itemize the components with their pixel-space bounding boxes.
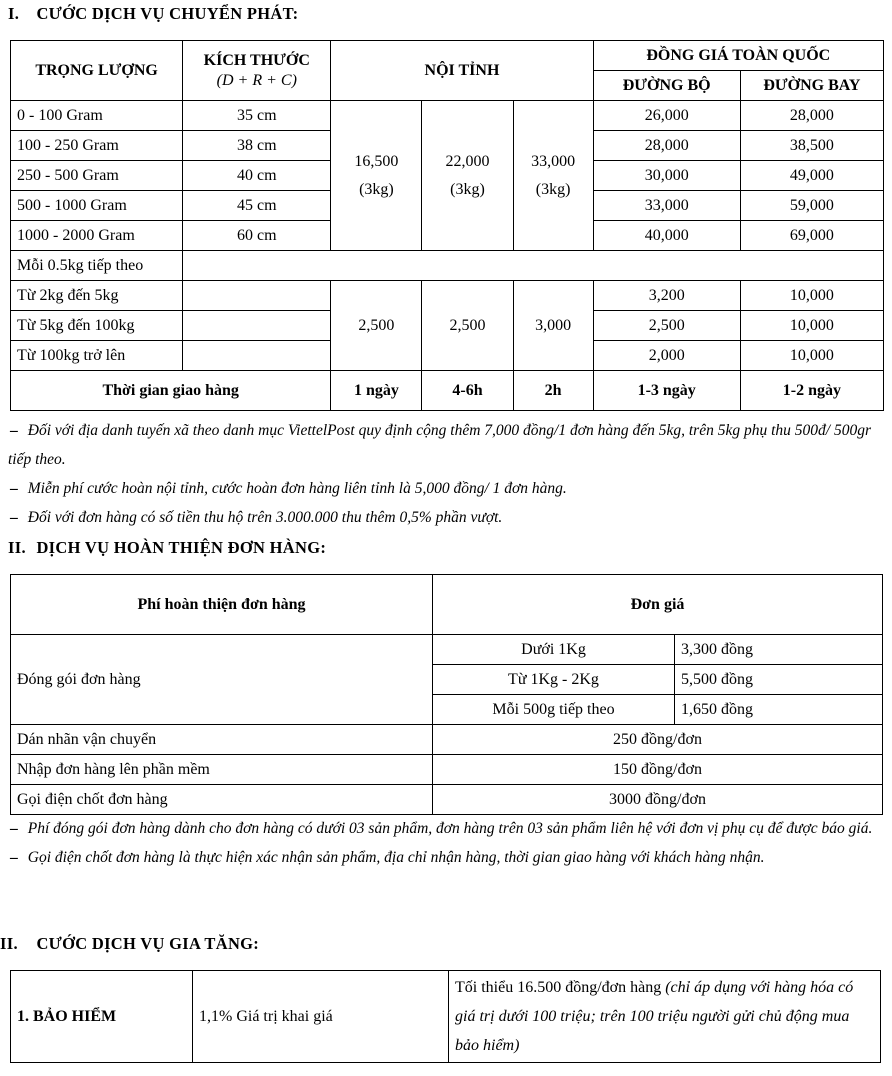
insurance-rate: 1,1% Giá trị khai giá [193,971,449,1063]
weight-cell: Từ 100kg trở lên [11,341,183,371]
section-2-heading [8,538,326,558]
intra-extra-cell: 2,500 [331,281,422,371]
air-price-cell: 10,000 [740,311,883,341]
note-text: Phí đóng gói đơn hàng dành cho đơn hàng có dưới 03 sản phẩm, đơn hàng trên 03 sản phẩm liên hệ với đơn vị phụ cụ để được báo giá. [27,820,873,837]
intra-base-cell [513,101,593,251]
note-dash: – [10,480,18,497]
weight-cell: 1000 - 2000 Gram [11,221,183,251]
air-price-cell: 59,000 [740,191,883,221]
header-size [183,41,331,101]
shipping-rate-table [10,40,884,411]
service-price: 3000 đồng/đơn [433,785,883,815]
air-price-cell: 28,000 [740,101,883,131]
size-cell: 45 cm [183,191,331,221]
intra-base-limit: (3kg) [535,180,571,198]
air-price-cell: 10,000 [740,341,883,371]
header-weight: TRỌNG LƯỢNG [11,41,183,101]
packing-range: Dưới 1Kg [433,635,675,665]
delivery-time-row [11,371,884,411]
packing-range: Từ 1Kg - 2Kg [433,665,675,695]
weight-cell: 500 - 1000 Gram [11,191,183,221]
table-row [11,635,883,665]
size-cell-empty [183,311,331,341]
road-price-cell: 3,200 [593,281,740,311]
note-text: Miễn phí cước hoàn nội tỉnh, cước hoàn đơn hàng liên tỉnh là 5,000 đồng/ 1 đơn hàng. [27,480,567,497]
header-size-label: KÍCH THƯỚC [203,51,310,69]
road-price-cell: 26,000 [593,101,740,131]
size-cell: 60 cm [183,221,331,251]
table-row [11,725,883,755]
packing-price: 5,500 đồng [675,665,883,695]
section-1-title: CƯỚC DỊCH VỤ CHUYỂN PHÁT: [36,4,299,23]
section-3-heading [0,934,259,954]
note-text: Đối với địa danh tuyến xã theo danh mục ViettelPost quy định cộng thêm 7,000 đồng/1 đơn hàng đến 5kg, trên 5kg phụ thu 500đ/ 500gr tiếp theo. [8,422,871,468]
intra-base-price: 33,000 [531,152,576,170]
intra-base-cell [422,101,513,251]
insurance-minimum: Tối thiểu 16.500 đồng/đơn hàng [455,979,662,996]
note-dash: – [10,509,18,526]
road-price-cell: 2,000 [593,341,740,371]
note-text: Gọi điện chốt đơn hàng là thực hiện xác nhận sản phẩm, địa chỉ nhận hàng, thời gian giao hàng với khách hàng nhận. [27,849,765,866]
insurance-condition: (chỉ áp dụng với hàng hóa có giá trị dưới 100 triệu; trên 100 triệu người gửi chủ động mua bảo hiểm) [455,979,854,1054]
packing-price: 3,300 đồng [675,635,883,665]
note-item [8,503,880,532]
road-price-cell: 40,000 [593,221,740,251]
table-row [11,755,883,785]
note-item [8,843,880,872]
service-label: Gọi điện chốt đơn hàng [11,785,433,815]
intra-extra-cell: 2,500 [422,281,513,371]
packing-price: 1,650 đồng [675,695,883,725]
size-cell-empty [183,281,331,311]
service-price: 150 đồng/đơn [433,755,883,785]
delivery-time-intra: 1 ngày [331,371,422,411]
size-cell-empty [183,341,331,371]
weight-cell: 100 - 250 Gram [11,131,183,161]
intra-base-limit: (3kg) [359,180,394,198]
air-price-cell: 10,000 [740,281,883,311]
delivery-time-air: 1-2 ngày [740,371,883,411]
section-2-number: II. [8,538,26,557]
header-road: ĐƯỜNG BỘ [593,71,740,101]
size-cell: 38 cm [183,131,331,161]
table-row [11,971,881,1063]
intra-base-price: 16,500 [354,152,399,170]
weight-cell: Từ 5kg đến 100kg [11,311,183,341]
weight-cell: 0 - 100 Gram [11,101,183,131]
road-price-cell: 30,000 [593,161,740,191]
service-label: Nhập đơn hàng lên phần mềm [11,755,433,785]
section-1-number: I. [8,4,20,23]
packing-label: Đóng gói đơn hàng [11,635,433,725]
intra-base-cell [331,101,422,251]
intra-base-limit: (3kg) [450,180,485,198]
header-unit-price: Đơn giá [433,575,883,635]
note-item [8,474,880,503]
section-1-heading [8,4,298,24]
header-size-formula: (D + R + C) [216,71,297,89]
note-item [8,814,880,843]
air-price-cell: 49,000 [740,161,883,191]
delivery-time-intra: 4-6h [422,371,513,411]
size-cell: 40 cm [183,161,331,191]
road-price-cell: 33,000 [593,191,740,221]
section-2-notes [8,814,880,872]
section-2-title: DỊCH VỤ HOÀN THIỆN ĐƠN HÀNG: [36,538,327,557]
packing-range: Mỗi 500g tiếp theo [433,695,675,725]
insurance-label: 1. BẢO HIỂM [11,971,193,1063]
header-air: ĐƯỜNG BAY [740,71,883,101]
road-price-cell: 2,500 [593,311,740,341]
intra-base-price: 22,000 [445,152,490,170]
weight-cell: 250 - 500 Gram [11,161,183,191]
section-3-title: CƯỚC DỊCH VỤ GIA TĂNG: [36,934,260,953]
note-dash: – [10,820,18,837]
weight-cell: Từ 2kg đến 5kg [11,281,183,311]
header-fee: Phí hoàn thiện đơn hàng [11,575,433,635]
road-price-cell: 28,000 [593,131,740,161]
extra-weight-label: Mỗi 0.5kg tiếp theo [11,251,183,281]
value-added-service-table [10,970,881,1063]
note-item [8,416,880,474]
note-dash: – [10,849,18,866]
table-row [11,281,884,311]
extra-weight-spacer [183,251,884,281]
service-label: Dán nhãn vận chuyển [11,725,433,755]
note-dash: – [10,422,18,439]
section-1-notes [8,416,880,532]
delivery-time-road: 1-3 ngày [593,371,740,411]
air-price-cell: 69,000 [740,221,883,251]
table-row [11,785,883,815]
service-price: 250 đồng/đơn [433,725,883,755]
size-cell: 35 cm [183,101,331,131]
order-completion-table [10,574,883,815]
header-national-flat-rate: ĐỒNG GIÁ TOÀN QUỐC [593,41,883,71]
intra-extra-cell: 3,000 [513,281,593,371]
note-text: Đối với đơn hàng có số tiền thu hộ trên 3.000.000 thu thêm 0,5% phần vượt. [27,509,503,526]
extra-weight-row [11,251,884,281]
section-3-number: II. [0,934,18,953]
air-price-cell: 38,500 [740,131,883,161]
table-row [11,101,884,131]
delivery-time-intra: 2h [513,371,593,411]
delivery-time-label: Thời gian giao hàng [11,371,331,411]
insurance-terms [449,971,881,1063]
header-intra-province: NỘI TỈNH [331,41,593,101]
